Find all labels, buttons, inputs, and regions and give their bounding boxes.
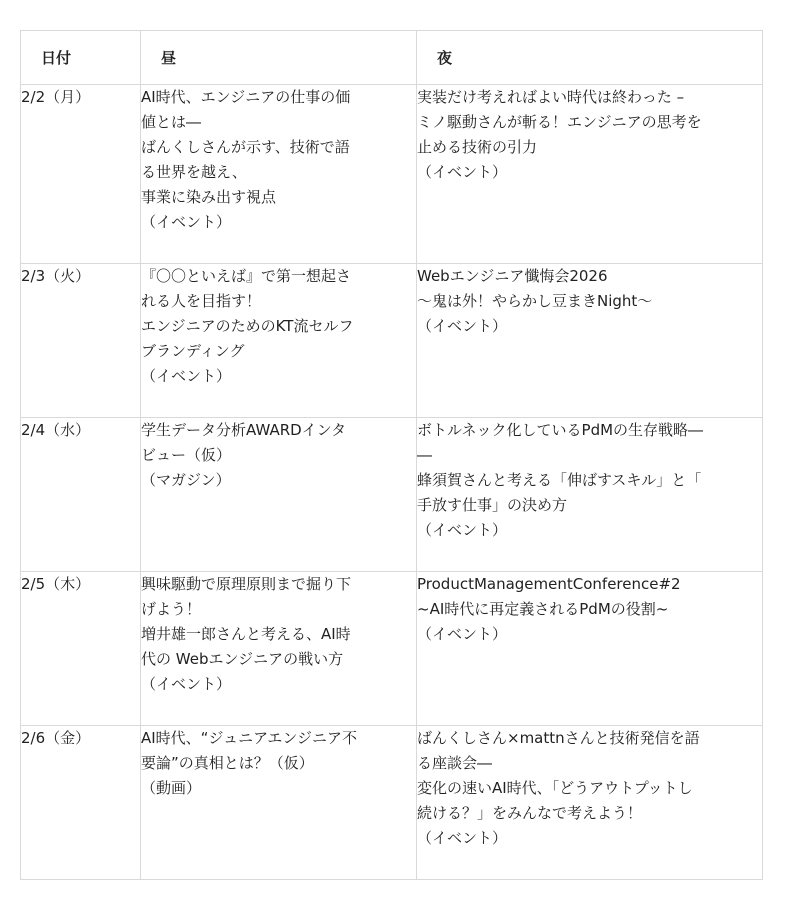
day-text-line: 増井雄一郎さんと考える、AI時 — [141, 625, 351, 643]
night-text-line: （イベント） — [417, 625, 508, 643]
day-text-line: 値とは― — [141, 113, 202, 131]
day-text-line: ブランディング — [141, 342, 245, 360]
day-text-line: ばんくしさんが示す、技術で語 — [141, 138, 350, 156]
day-cell — [141, 726, 417, 880]
table-row — [21, 726, 763, 880]
night-text-line: 変化の速いAI時代、「どうアウトプットし — [417, 779, 693, 797]
day-text-line: げよう！ — [141, 600, 202, 618]
night-cell — [417, 572, 763, 726]
date-cell: 2/2（月） — [21, 85, 141, 264]
day-text-line: （イベント） — [141, 675, 232, 693]
night-cell — [417, 418, 763, 572]
day-text-line: 事業に染み出す視点 — [141, 188, 277, 206]
day-text-line: 『〇〇といえば』で第一想起さ — [141, 267, 352, 285]
night-text-line: （イベント） — [417, 829, 508, 847]
date-cell: 2/4（水） — [21, 418, 141, 572]
day-text-line: る世界を越え、 — [141, 163, 247, 181]
day-text-line: れる人を目指す！ — [141, 292, 262, 310]
night-cell — [417, 264, 763, 418]
table-row — [21, 264, 763, 418]
night-text-line: 続ける？」をみんなで考えよう！ — [417, 804, 643, 822]
night-cell — [417, 726, 763, 880]
day-cell — [141, 572, 417, 726]
day-text-line: AI時代、“ジュニアエンジニア不 — [141, 729, 358, 747]
day-text-line: 要論”の真相とは？（仮） — [141, 754, 314, 772]
night-text-line: ミノ駆動さんが斬る！エンジニアの思考を — [417, 113, 702, 131]
night-text-line: ― — [417, 446, 432, 464]
table-header-row — [21, 31, 763, 85]
day-text-line: （動画） — [141, 779, 202, 797]
day-cell — [141, 264, 417, 418]
night-cell — [417, 85, 763, 264]
date-cell: 2/3（火） — [21, 264, 141, 418]
day-text-line: 代の Webエンジニアの戦い方 — [141, 650, 344, 668]
date-cell: 2/6（金） — [21, 726, 141, 880]
night-text-line: 実装だけ考えればよい時代は終わった – — [417, 88, 685, 106]
schedule-table — [20, 30, 763, 880]
night-text-line: ばんくしさん×mattnさんと技術発信を語 — [417, 729, 700, 747]
night-text-line: Webエンジニア懺悔会2026 — [417, 267, 608, 285]
header-night: 夜 — [417, 31, 763, 85]
header-day: 昼 — [141, 31, 417, 85]
table-row — [21, 85, 763, 264]
night-text-line: ボトルネック化しているPdMの生存戦略― — [417, 421, 704, 439]
day-text-line: （マガジン） — [141, 471, 231, 489]
day-text-line: （イベント） — [141, 213, 232, 231]
day-text-line: （イベント） — [141, 367, 232, 385]
night-text-line: （イベント） — [417, 521, 508, 539]
night-text-line: （イベント） — [417, 163, 508, 181]
day-text-line: 学生データ分析AWARDインタ — [141, 421, 347, 439]
night-text-line: ~AI時代に再定義されるPdMの役割~ — [417, 600, 669, 618]
night-text-line: る座談会― — [417, 754, 493, 772]
header-date: 日付 — [21, 31, 141, 85]
day-cell — [141, 418, 417, 572]
day-text-line: AI時代、エンジニアの仕事の価 — [141, 88, 351, 106]
night-text-line: 蜂須賀さんと考える「伸ばすスキル」と「 — [417, 471, 702, 489]
night-text-line: ProductManagementConference#2 — [417, 575, 681, 593]
day-text-line: 興味駆動で原理原則まで掘り下 — [141, 575, 352, 593]
date-cell: 2/5（木） — [21, 572, 141, 726]
night-text-line: 止める技術の引力 — [417, 138, 538, 156]
night-text-line: （イベント） — [417, 317, 508, 335]
table-row — [21, 572, 763, 726]
night-text-line: 手放す仕事」の決め方 — [417, 496, 568, 514]
day-cell — [141, 85, 417, 264]
night-text-line: ～鬼は外！やらかし豆まきNight～ — [417, 292, 653, 310]
day-text-line: エンジニアのためのKT流セルフ — [141, 317, 354, 335]
table-row — [21, 418, 763, 572]
day-text-line: ビュー（仮） — [141, 446, 232, 464]
